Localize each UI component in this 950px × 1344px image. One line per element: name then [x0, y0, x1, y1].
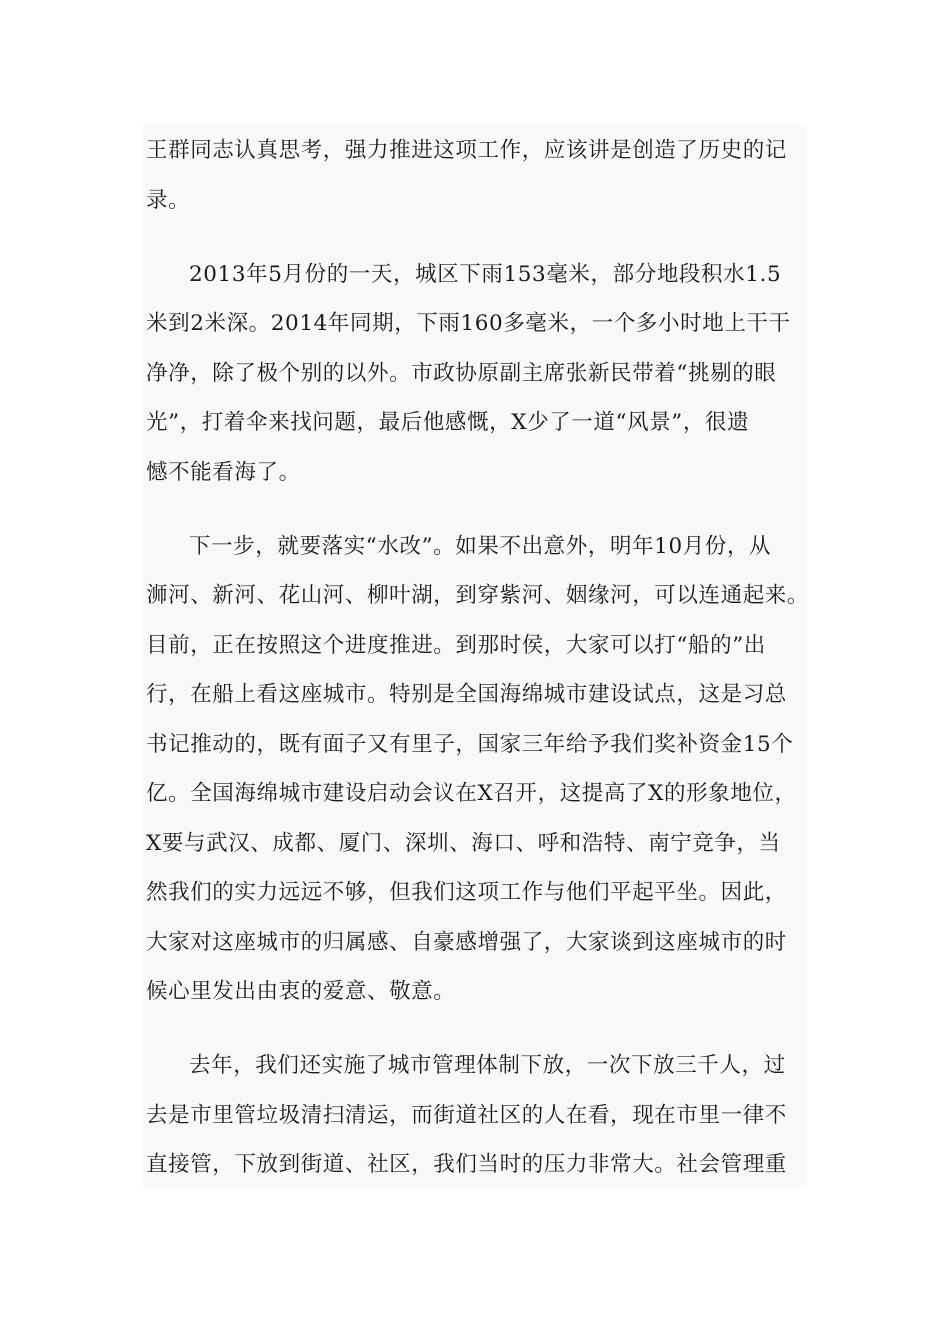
paragraph [146, 250, 801, 498]
text-line: 浉河、新河、花山河、柳叶湖，到穿紫河、姻缘河，可以连通起来。 [146, 583, 810, 608]
text-line: 2013年5月份的一天，城区下雨153毫米，部分地段积水1.5 [189, 261, 782, 287]
paragraph [146, 522, 810, 1017]
document-body [146, 126, 810, 1190]
text-line: 下一步，就要落实“水改”。如果不出意外，明年10月份，从 [189, 533, 772, 559]
text-line: 净净，除了极个别的以外。市政协原副主席张新民带着“挑剔的眼 [146, 360, 777, 386]
text-line: 目前，正在按照这个进度推进。到那时侯，大家可以打“船的”出 [146, 632, 766, 658]
text-line: 行，在船上看这座城市。特别是全国海绵城市建设试点，这是习总 [146, 682, 787, 707]
text-line: 亿。全国海绵城市建设启动会议在X召开，这提高了X的形象地位， [146, 781, 797, 806]
text-line: 直接管，下放到街道、社区，我们当时的压力非常大。社会管理重 [146, 1152, 787, 1177]
text-line: 录。 [146, 187, 191, 213]
text-line: 然我们的实力远远不够，但我们这项工作与他们平起平坐。因此， [146, 880, 787, 905]
text-line: 王群同志认真思考，强力推进这项工作，应该讲是创造了历史的记 [146, 138, 787, 163]
paragraph [146, 126, 801, 225]
text-line: 光”，打着伞来找问题，最后他感慨，X少了一道“风景”，很遗 [146, 410, 750, 435]
text-line: 憾不能看海了。 [146, 459, 301, 485]
text-line: X要与武汉、成都、厦门、深圳、海口、呼和浩特、南宁竞争，当 [146, 830, 781, 856]
text-line: 去是市里管垃圾清扫清运，而街道社区的人在看，现在市里一律不 [146, 1102, 787, 1128]
text-line: 去年，我们还实施了城市管理体制下放，一次下放三千人，过 [189, 1053, 786, 1078]
paragraph [146, 1041, 801, 1190]
text-line: 大家对这座城市的归属感、自豪感增强了，大家谈到这座城市的时 [146, 929, 787, 955]
text-line: 书记推动的，既有面子又有里子，国家三年给予我们奖补资金15个 [146, 731, 794, 757]
text-line: 候心里发出由衷的爱意、敬意。 [146, 979, 456, 1004]
text-line: 米到2米深。2014年同期，下雨160多毫米，一个多小时地上干干 [146, 311, 791, 336]
